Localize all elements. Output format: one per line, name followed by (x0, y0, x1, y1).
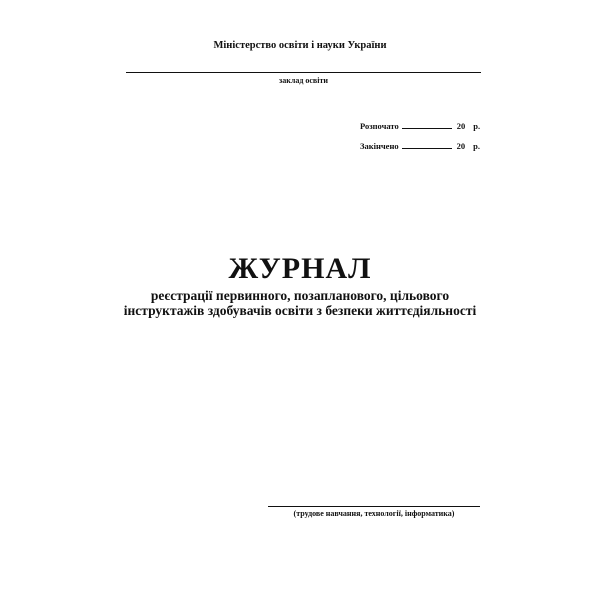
finished-year-suffix: р. (473, 141, 480, 151)
started-date-blank (402, 120, 452, 129)
journal-subtitle (0, 288, 600, 318)
subject-caption: (трудове навчання, технології, інформатика) (293, 509, 455, 518)
started-date-row (360, 120, 490, 131)
started-label: Розпочато (360, 121, 399, 131)
started-year-prefix: 20 (456, 121, 466, 131)
finished-date-blank (402, 140, 452, 149)
finished-year-prefix: 20 (456, 141, 466, 151)
finished-label: Закінчено (360, 141, 399, 151)
subject-name-line (268, 506, 480, 507)
journal-title: ЖУРНАЛ (228, 252, 372, 285)
journal-subtitle-line-2: інструктажів здобувачів освіти з безпеки життєдіяльності (123, 303, 477, 318)
institution-name-line (126, 72, 481, 73)
journal-subtitle-line-1: реєстрації первинного, позапланового, цільового (150, 288, 450, 303)
ministry-name: Міністерство освіти і науки України (213, 40, 387, 51)
finished-date-row (360, 140, 490, 151)
started-year-suffix: р. (473, 121, 481, 131)
institution-caption: заклад освіти (279, 76, 328, 85)
